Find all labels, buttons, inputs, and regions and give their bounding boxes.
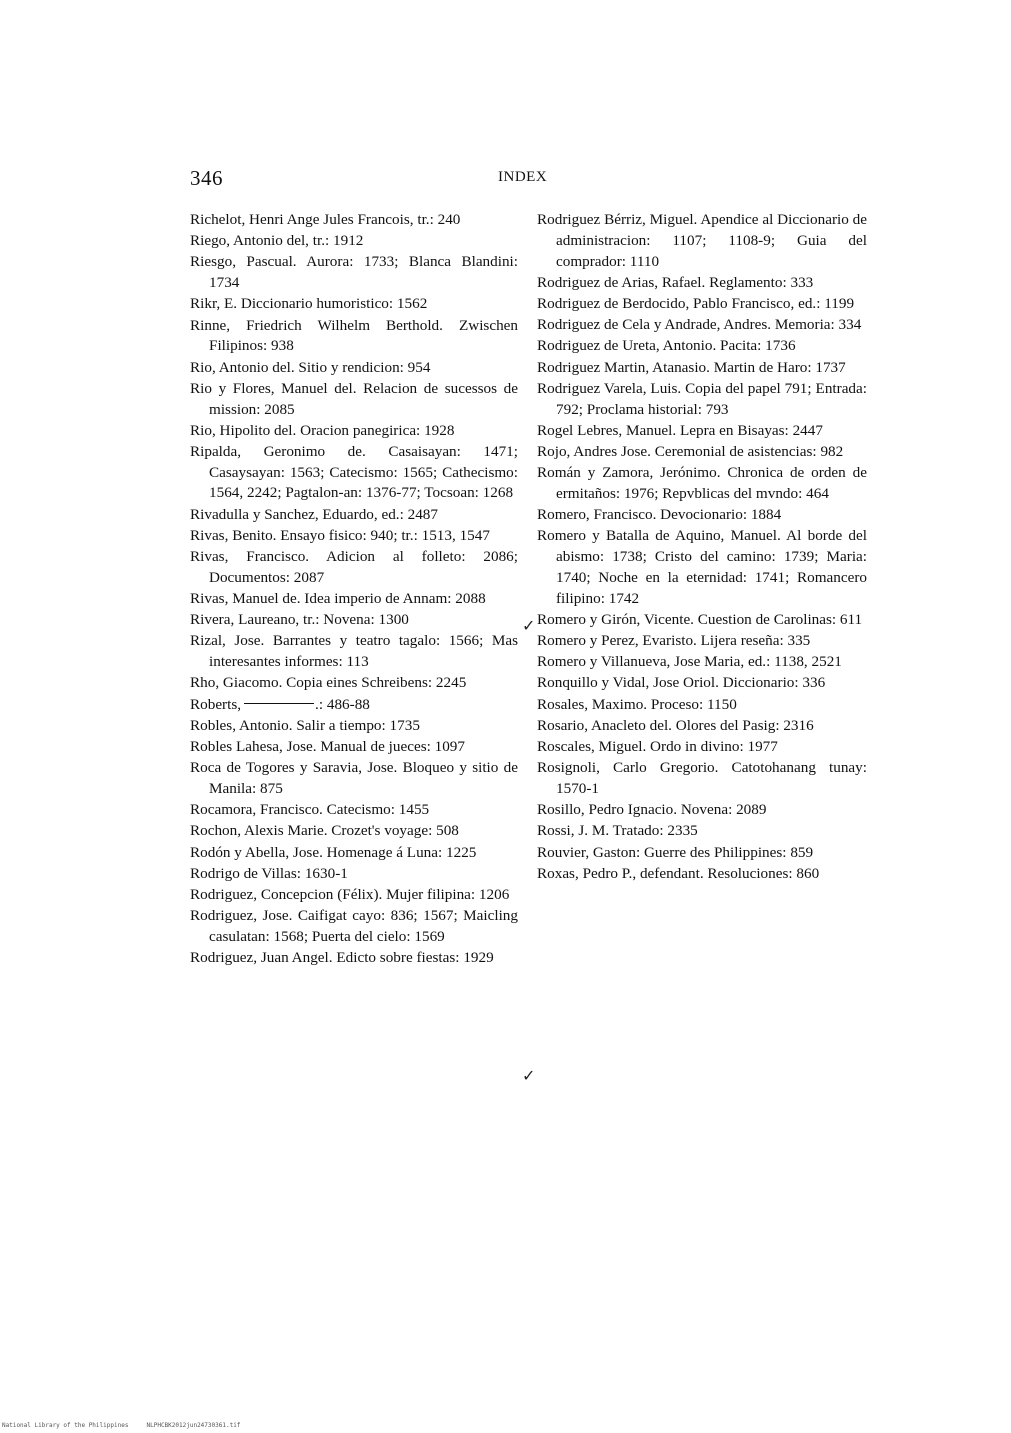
roberts-pages: .: 486-88: [315, 695, 370, 713]
index-entry: Rodriguez de Arias, Rafael. Reglamento: 333: [537, 273, 814, 291]
index-entry: Rodriguez de Berdocido, Pablo Francisco, ed.: 1199: [537, 294, 855, 312]
index-entry: Riesgo, Pascual. Aurora: 1733; Blanca Blandini: 1734: [190, 253, 518, 292]
index-entry: Romero y Villanueva, Jose Maria, ed.: 1138, 2521: [537, 653, 842, 671]
index-entry: Rosario, Anacleto del. Olores del Pasig: 2316: [537, 716, 814, 734]
index-entry: Rivas, Manuel de. Idea imperio de Annam: 2088: [190, 590, 486, 608]
index-entry: Román y Zamora, Jerónimo. Chronica de orden de ermitaños: 1976; Repvblicas del mvndo: 464: [537, 464, 867, 502]
index-entry: Rivas, Benito. Ensayo fisico: 940; tr.: 1513, 1547: [190, 526, 490, 544]
index-entry: Rio, Hipolito del. Oracion panegirica: 1928: [190, 421, 455, 439]
index-entry: Rodriguez, Jose. Caifigat cayo: 836; 1567; Maicling casulatan: 1568; Puerta del cielo: 1569: [190, 907, 518, 945]
index-entry: Rizal, Jose. Barrantes y teatro tagalo: 1566; Mas interesantes informes: 113: [190, 632, 518, 671]
scan-footer: [2, 1422, 240, 1429]
index-entry: Rho, Giacomo. Copia eines Schreibens: 2245: [190, 674, 467, 692]
index-entry: Rosales, Maximo. Proceso: 1150: [537, 695, 737, 713]
index-entry: Rodrigo de Villas: 1630-1: [190, 864, 348, 882]
index-entry: Robles, Antonio. Salir a tiempo: 1735: [190, 716, 420, 734]
index-entry: Rodón y Abella, Jose. Homenage á Luna: 1225: [190, 843, 477, 861]
index-entry: Rochon, Alexis Marie. Crozet's voyage: 508: [190, 822, 459, 840]
footer-file: NLPHCBK2012jun24730361.tif: [146, 1422, 241, 1429]
index-right-column: [537, 210, 867, 885]
index-entry: Rouvier, Gaston: Guerre des Philippines: 859: [537, 843, 814, 861]
index-entry: Rosillo, Pedro Ignacio. Novena: 2089: [537, 801, 767, 819]
index-entry: Roxas, Pedro P., defendant. Resoluciones: 860: [537, 864, 820, 882]
page-number: 346: [190, 166, 223, 190]
index-entry: Romero, Francisco. Devocionario: 1884: [537, 506, 782, 524]
index-entry: Rodriguez Martin, Atanasio. Martin de Haro: 1737: [537, 358, 846, 376]
index-entry: Romero y Girón, Vicente. Cuestion de Carolinas: 611: [537, 610, 863, 628]
index-entry: Rodriguez, Juan Angel. Edicto sobre fiestas: 1929: [190, 949, 494, 967]
index-entry: Rojo, Andres Jose. Ceremonial de asistencias: 982: [537, 442, 844, 460]
index-entry: Rodriguez Bérriz, Miguel. Apendice al Diccionario de administracion: 1107; 1108-9; Guia del comprador: 1110: [537, 211, 867, 270]
index-entry: Roca de Togores y Saravia, Jose. Bloqueo y sitio de Manila: 875: [190, 759, 518, 797]
index-entry: Ronquillo y Vidal, Jose Oriol. Diccionario: 336: [537, 674, 826, 692]
index-entry: Rodriguez, Concepcion (Félix). Mujer filipina: 1206: [190, 885, 510, 903]
index-entry: Rosignoli, Carlo Gregorio. Catotohanang tunay: 1570-1: [537, 759, 867, 797]
footer-library: National Library of the Philippines: [2, 1422, 129, 1429]
blank-rule: [244, 703, 314, 704]
index-entry: Rio, Antonio del. Sitio y rendicion: 954: [190, 358, 431, 376]
check-mark-icon: ✓: [522, 616, 536, 635]
index-entry: Rivas, Francisco. Adicion al folleto: 2086; Documentos: 2087: [190, 548, 518, 586]
index-left-column: [190, 210, 518, 969]
index-entry: Rossi, J. M. Tratado: 2335: [537, 822, 698, 840]
index-entry: Romero y Batalla de Aquino, Manuel. Al borde del abismo: 1738; Cristo del camino: 1739; Maria: 1740; Noche en la eternidad: 1741; Romancero filipino: 1742: [537, 527, 867, 607]
index-entry: Rodriguez Varela, Luis. Copia del papel 791; Entrada: 792; Proclama historial: 793: [537, 379, 867, 418]
index-entry: Rocamora, Francisco. Catecismo: 1455: [190, 801, 430, 819]
index-entry: Romero y Perez, Evaristo. Lijera reseña: 335: [537, 632, 811, 650]
page-title: INDEX: [498, 169, 548, 185]
index-entry: Rogel Lebres, Manuel. Lepra en Bisayas: 2447: [537, 421, 823, 439]
roberts-name: Roberts,: [190, 695, 242, 713]
index-entry: Ripalda, Geronimo de. Casaisayan: 1471; Casaysayan: 1563; Catecismo: 1565; Cathecismo: 1564, 2242; Pagtalon-an: 1376-77; Tocsoan: 1268: [190, 442, 518, 502]
index-entry: Richelot, Henri Ange Jules Francois, tr.: 240: [190, 211, 461, 228]
index-entry: Rodriguez de Ureta, Antonio. Pacita: 1736: [537, 337, 796, 355]
index-entry: Riego, Antonio del, tr.: 1912: [190, 232, 364, 250]
index-entry: Rikr, E. Diccionario humoristico: 1562: [190, 295, 428, 313]
index-entry: Rio y Flores, Manuel del. Relacion de sucessos de mission: 2085: [190, 379, 518, 418]
index-entry: Roscales, Miguel. Ordo in divino: 1977: [537, 737, 778, 755]
index-entry-roberts: [190, 695, 518, 716]
index-entry: Rodriguez de Cela y Andrade, Andres. Memoria: 334: [537, 316, 862, 334]
index-entry: Rinne, Friedrich Wilhelm Berthold. Zwischen Filipinos: 938: [190, 316, 518, 355]
index-entry: Rivadulla y Sanchez, Eduardo, ed.: 2487: [190, 505, 438, 523]
check-mark-icon: ✓: [522, 1066, 536, 1085]
index-entry: Rivera, Laureano, tr.: Novena: 1300: [190, 611, 409, 629]
index-entry: Robles Lahesa, Jose. Manual de jueces: 1097: [190, 737, 465, 755]
